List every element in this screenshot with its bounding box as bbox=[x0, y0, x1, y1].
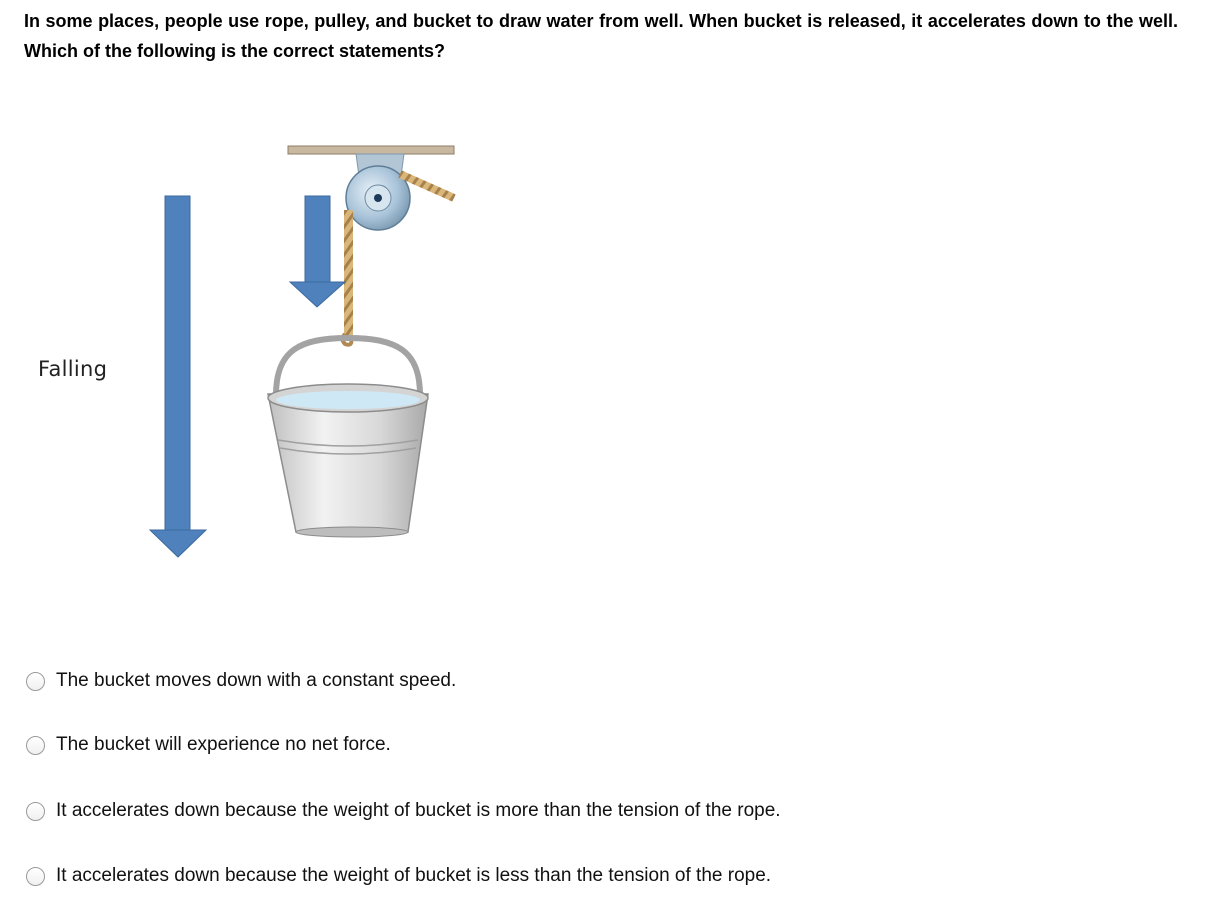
question-text: In some places, people use rope, pulley, and bucket to draw water from well. When bucket is released, it accelerates down to the well. Which of the following is the correct statements? bbox=[24, 11, 1178, 61]
answer-option-label: It accelerates down because the weight of bucket is less than the tension of the rope. bbox=[56, 865, 772, 886]
answer-option-label: The bucket will experience no net force. bbox=[56, 734, 391, 755]
answer-option-label: The bucket moves down with a constant speed. bbox=[56, 670, 457, 691]
radio-button[interactable] bbox=[26, 736, 45, 755]
radio-button[interactable] bbox=[26, 867, 45, 886]
pulley-bucket-figure bbox=[0, 130, 500, 570]
answer-option[interactable] bbox=[26, 800, 781, 822]
answer-option[interactable] bbox=[26, 670, 456, 692]
bucket-icon bbox=[268, 338, 428, 537]
pulley-icon bbox=[346, 154, 410, 230]
falling-arrow-icon bbox=[150, 196, 206, 557]
radio-button[interactable] bbox=[26, 802, 45, 821]
answer-option[interactable] bbox=[26, 865, 771, 887]
answer-option[interactable] bbox=[26, 734, 391, 756]
figure-illustration bbox=[0, 130, 500, 570]
falling-label: Falling bbox=[38, 357, 108, 381]
down-arrow-icon bbox=[290, 196, 345, 307]
answer-option-label: It accelerates down because the weight of bucket is more than the tension of the rope. bbox=[56, 800, 781, 821]
radio-button[interactable] bbox=[26, 672, 45, 691]
ceiling-beam bbox=[288, 146, 454, 154]
